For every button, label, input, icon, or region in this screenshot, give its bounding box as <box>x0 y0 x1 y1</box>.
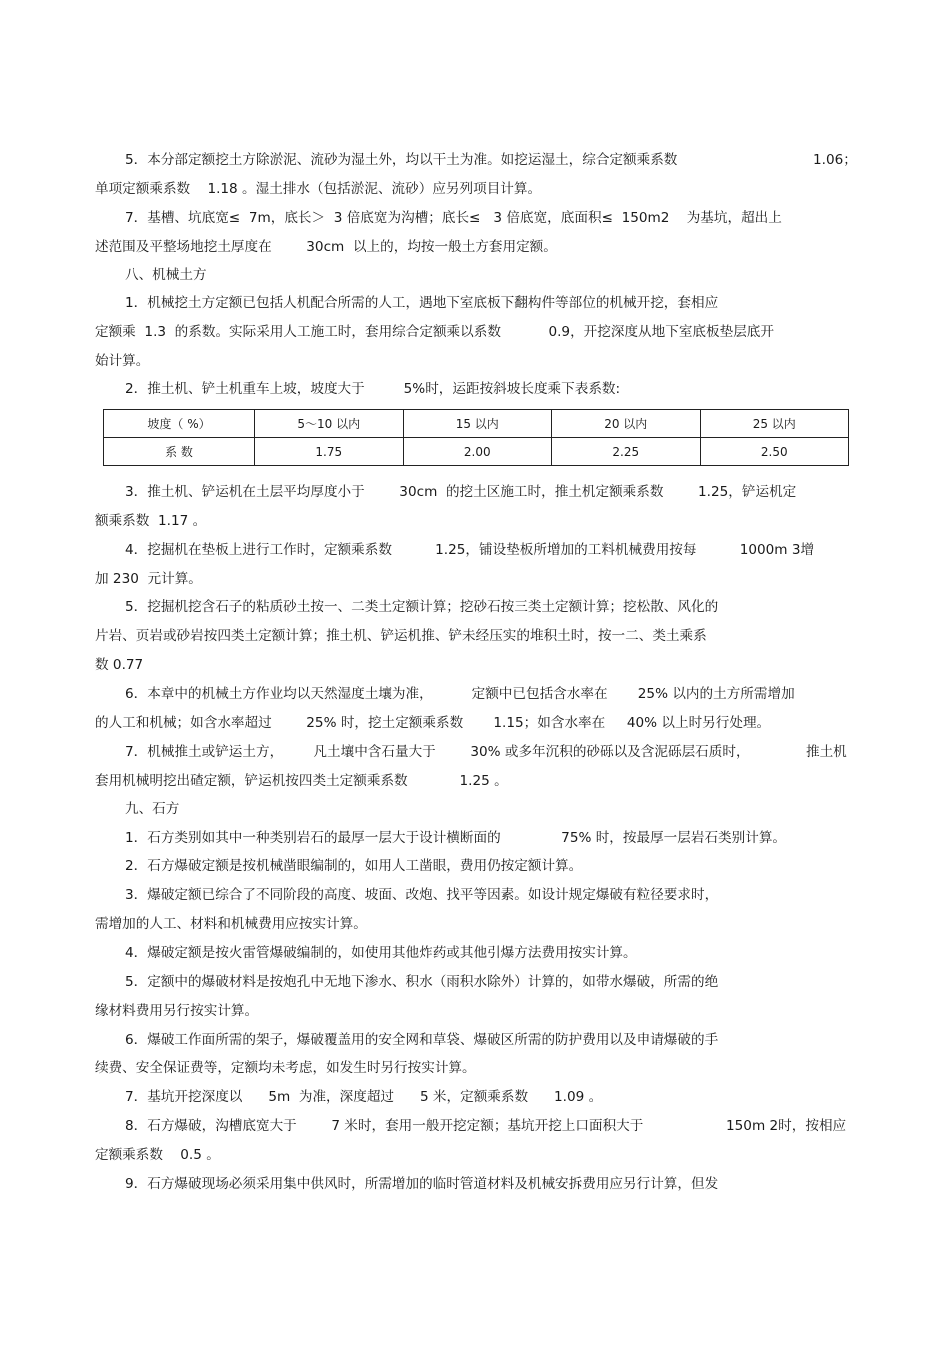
table-cell: 系 数 <box>104 438 255 466</box>
table-cell: 1.75 <box>255 438 404 466</box>
paragraph-line: 额乘系数 1.17 。 <box>95 513 207 529</box>
paragraph-line-tail: 推土机 <box>806 744 847 760</box>
paragraph-line: 3．爆破定额已综合了不同阶段的高度、坡面、改炮、找平等因素。如设计规定爆破有粒径要求时， <box>125 887 719 903</box>
paragraph-line: 定额乘系数 0.5 。 <box>95 1147 220 1163</box>
paragraph-line: 始计算。 <box>95 353 150 369</box>
paragraph-line: 片岩、页岩或砂岩按四类土定额计算；推土机、铲运机推、铲未经压实的堆积土时，按一二、类土乘系 <box>95 628 707 644</box>
table-cell: 2.50 <box>700 438 849 466</box>
table-cell: 2.25 <box>552 438 701 466</box>
paragraph-line: 套用机械明挖出碴定额，铲运机按四类土定额乘系数 1.25 。 <box>95 773 508 789</box>
paragraph-line: 6．爆破工作面所需的架子，爆破覆盖用的安全网和草袋、爆破区所需的防护费用以及申请爆破的手 <box>125 1032 719 1048</box>
paragraph-line: 7．基槽、坑底宽≤ 7m，底长＞ 3 倍底宽为沟槽；底长≤ 3 倍底宽，底面积≤ 150m2 为基坑，超出上 <box>125 210 782 226</box>
table-row <box>104 438 849 466</box>
table-cell: 20 以内 <box>552 410 701 438</box>
paragraph-line-tail: 150m 2时，按相应 <box>726 1118 847 1134</box>
section-heading: 八、机械土方 <box>125 267 207 283</box>
table-header-row <box>104 410 849 438</box>
paragraph-line: 8．石方爆破，沟槽底宽大于 7 米时，套用一般开挖定额；基坑开挖上口面积大于 <box>125 1118 644 1134</box>
table-cell: 2.00 <box>403 438 552 466</box>
paragraph-line: 5．挖掘机挖含石子的粘质砂土按一、二类土定额计算；挖砂石按三类土定额计算；挖松散、风化的 <box>125 599 719 615</box>
paragraph-line: 续费、安全保证费等，定额均未考虑，如发生时另行按实计算。 <box>95 1060 476 1076</box>
table-cell: 坡度（ %） <box>104 410 255 438</box>
paragraph-line: 7．基坑开挖深度以 5m 为准，深度超过 5 米，定额乘系数 1.09 。 <box>125 1089 603 1105</box>
paragraph-line: 定额乘 1.3 的系数。实际采用人工施工时，套用综合定额乘以系数 0.9，开挖深度从地下室底板垫层底开 <box>95 324 774 340</box>
paragraph-line: 5．本分部定额挖土方除淤泥、流砂为湿土外，均以干土为准。如挖运湿土，综合定额乘系数 <box>125 152 678 168</box>
paragraph-line: 缘材料费用另行按实计算。 <box>95 1003 259 1019</box>
paragraph-line-tail: 1.06； <box>813 152 857 168</box>
table-cell: 5～10 以内 <box>255 410 404 438</box>
paragraph-line: 2．推土机、铲土机重车上坡，坡度大于 5%时，运距按斜坡长度乘下表系数: <box>125 381 621 397</box>
paragraph-line: 4．挖掘机在垫板上进行工作时，定额乘系数 1.25，铺设垫板所增加的工料机械费用按每 1000m 3增 <box>125 542 815 558</box>
paragraph-line: 1．机械挖土方定额已包括人机配合所需的人工，遇地下室底板下翻构件等部位的机械开挖，套相应 <box>125 295 719 311</box>
paragraph-line: 加 230 元计算。 <box>95 571 202 587</box>
paragraph-line: 单项定额乘系数 1.18 。湿土排水（包括淤泥、流砂）应另列项目计算。 <box>95 181 542 197</box>
paragraph-line: 需增加的人工、材料和机械费用应按实计算。 <box>95 916 367 932</box>
paragraph-line: 3．推土机、铲运机在土层平均厚度小于 30cm 的挖土区施工时，推土机定额乘系数 1.25，铲运机定 <box>125 484 797 500</box>
paragraph-line: 9．石方爆破现场必须采用集中供风时，所需增加的临时管道材料及机械安拆费用应另行计算，但发 <box>125 1176 719 1192</box>
section-heading: 九、石方 <box>125 801 180 817</box>
paragraph-line: 5．定额中的爆破材料是按炮孔中无地下渗水、积水（雨积水除外）计算的，如带水爆破，所需的绝 <box>125 974 719 990</box>
slope-coefficient-table <box>103 409 849 466</box>
paragraph-line: 4．爆破定额是按火雷管爆破编制的，如使用其他炸药或其他引爆方法费用按实计算。 <box>125 945 637 961</box>
paragraph-line: 的人工和机械；如含水率超过 25% 时，挖土定额乘系数 1.15；如含水率在 40% 以上时另行处理。 <box>95 715 771 731</box>
paragraph-line: 1．石方类别如其中一种类别岩石的最厚一层大于设计横断面的 75% 时，按最厚一层岩石类别计算。 <box>125 830 787 846</box>
paragraph-line: 2．石方爆破定额是按机械凿眼编制的，如用人工凿眼，费用仍按定额计算。 <box>125 858 583 874</box>
paragraph-line: 6．本章中的机械土方作业均以天然湿度土壤为准， 定额中已包括含水率在 25% 以内的土方所需增加 <box>125 686 795 702</box>
paragraph-line: 数 0.77 <box>95 657 144 673</box>
paragraph-line: 述范围及平整场地挖土厚度在 30cm 以上的，均按一般土方套用定额。 <box>95 239 557 255</box>
table-cell: 15 以内 <box>403 410 552 438</box>
paragraph-line: 7．机械推土或铲运土方， 凡土壤中含石量大于 30% 或多年沉积的砂砾以及含泥砾层石质时， <box>125 744 750 760</box>
table-cell: 25 以内 <box>700 410 849 438</box>
